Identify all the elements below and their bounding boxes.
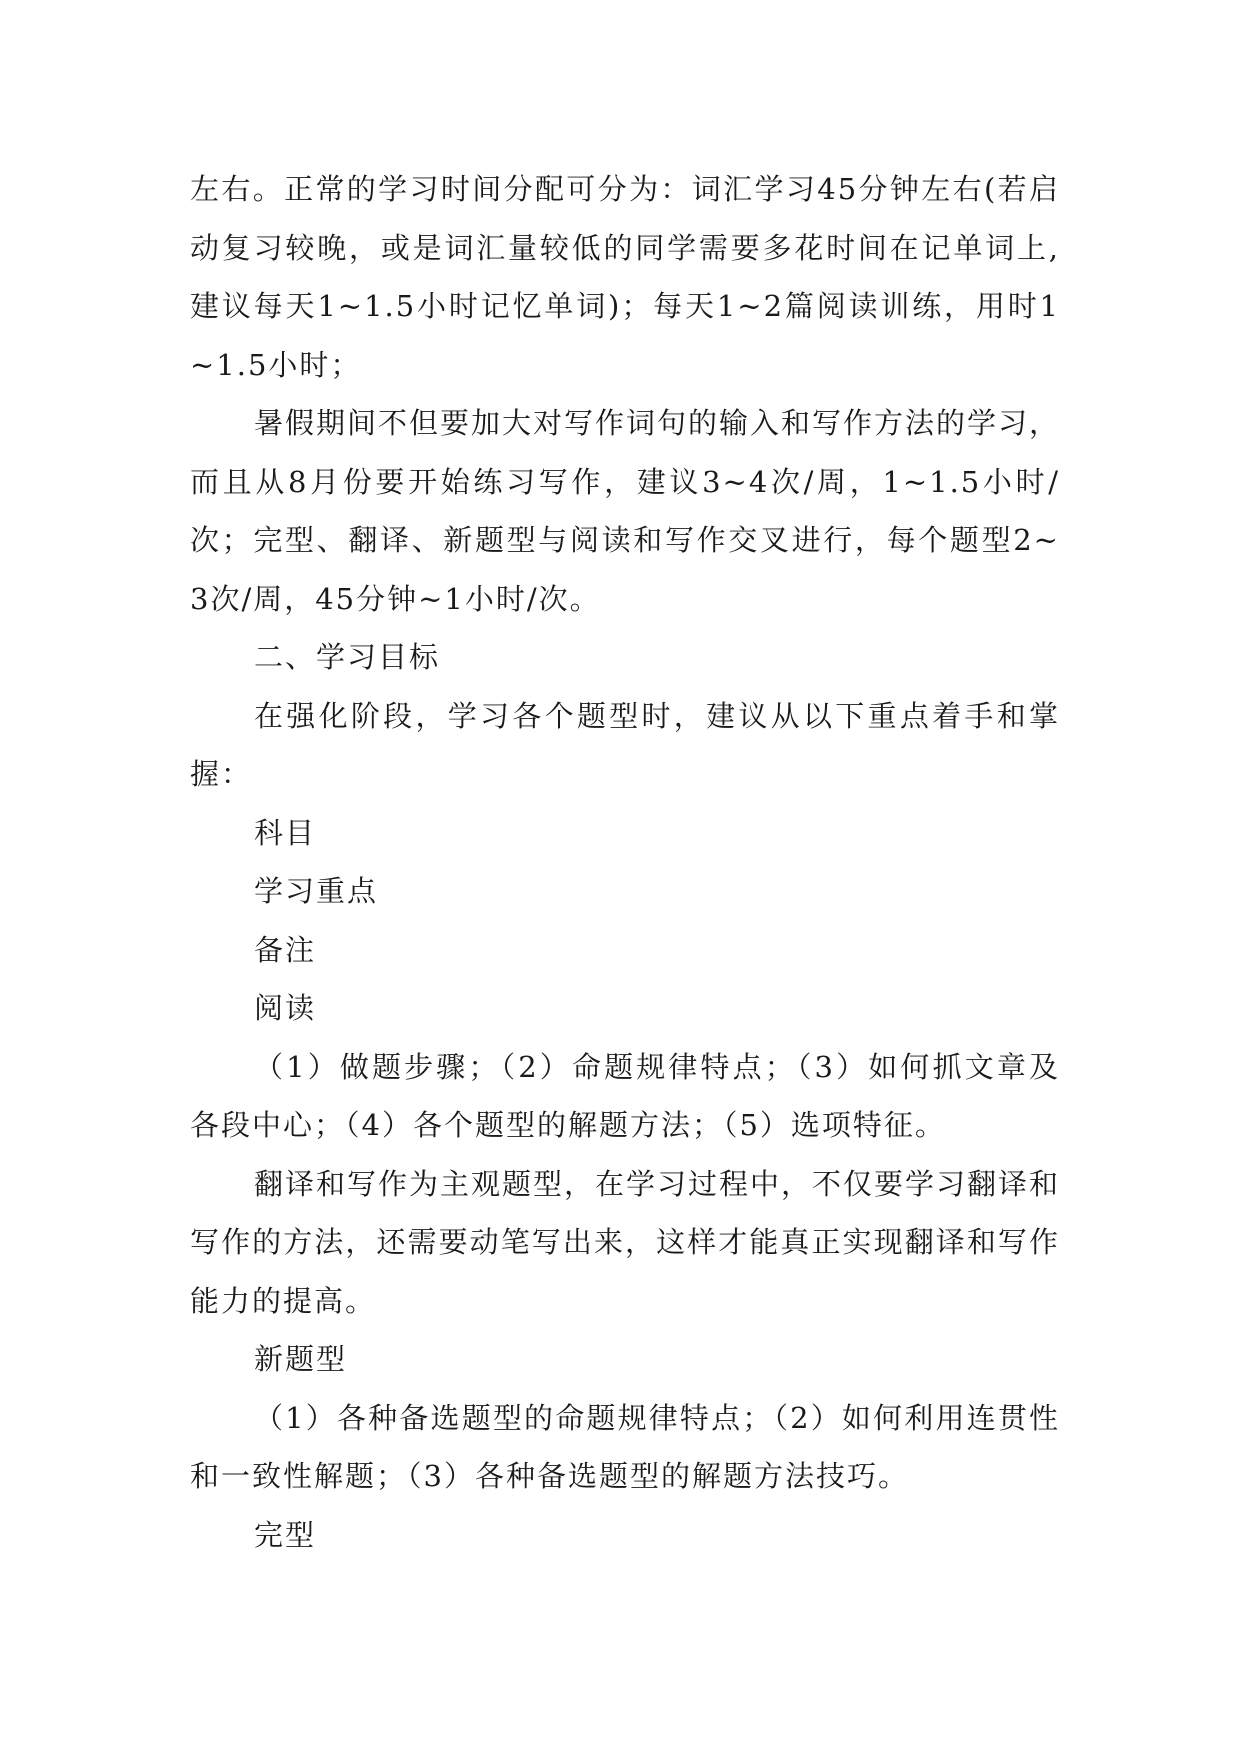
reading-key-points: （1）做题步骤；（2）命题规律特点；（3）如何抓文章及各段中心；（4）各个题型的解题方法；（5）选项特征。 <box>190 1049 1060 1142</box>
paragraph-intensive-stage: 在强化阶段，学习各个题型时，建议从以下重点着手和掌握： <box>190 698 1060 791</box>
subject-new-question-type: 新题型 <box>254 1342 348 1376</box>
document-body <box>190 160 1060 1564</box>
section-heading-learning-goals: 二、学习目标 <box>254 640 441 674</box>
paragraph-time-allocation: 左右。正常的学习时间分配可分为：词汇学习45分钟左右(若启动复习较晚，或是词汇量较低的同学需要多花时间在记单词上,建议每天1~1.5小时记忆单词)；每天1~2篇阅读训练，用时1~1.5小时； <box>190 172 1060 382</box>
paragraph-summer-plan: 暑假期间不但要加大对写作词句的输入和写作方法的学习，而且从8月份要开始练习写作，建议3~4次/周，1~1.5小时/次；完型、翻译、新题型与阅读和写作交叉进行，每个题型2~3次/周，45分钟~1小时/次。 <box>190 406 1061 616</box>
subject-reading: 阅读 <box>254 991 317 1025</box>
table-header-subject: 科目 <box>254 815 317 850</box>
translation-writing-note: 翻译和写作为主观题型，在学习过程中，不仅要学习翻译和写作的方法，还需要动笔写出来，这样才能真正实现翻译和写作能力的提高。 <box>190 1166 1061 1318</box>
new-question-type-key-points: （1）各种备选题型的命题规律特点；（2）如何利用连贯性和一致性解题；（3）各种备选题型的解题方法技巧。 <box>190 1400 1060 1493</box>
table-header-notes: 备注 <box>254 932 317 967</box>
table-header-key-points: 学习重点 <box>254 874 379 908</box>
subject-cloze: 完型 <box>254 1517 317 1552</box>
